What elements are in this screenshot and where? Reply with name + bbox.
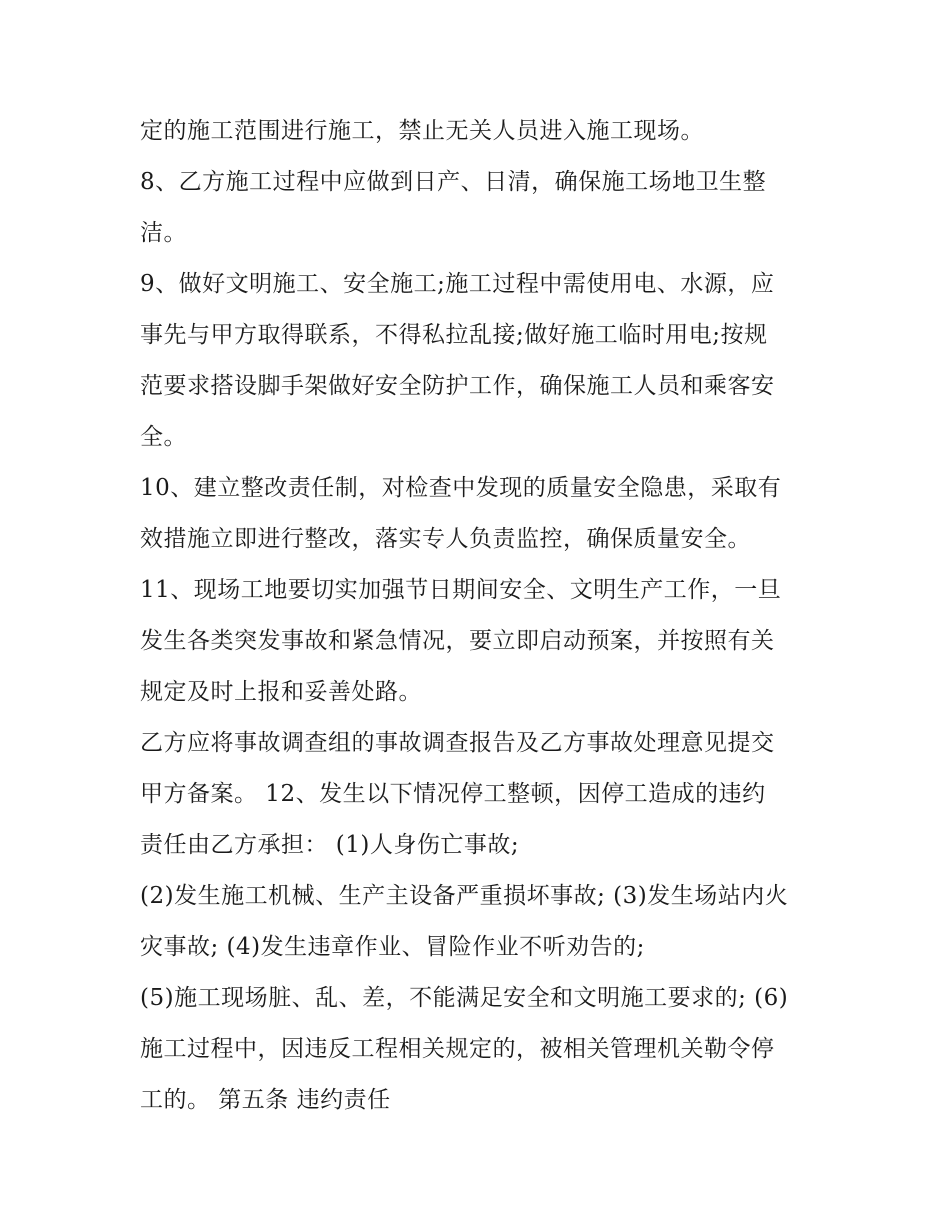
text-line: 责任由乙方承担： (1)人身伤亡事故; (140, 832, 520, 858)
text-line: 范要求搭设脚手架做好安全防护工作，确保施工人员和乘客安 (140, 373, 775, 399)
text-line: 施工过程中，因违反工程相关规定的，被相关管理机关勒令停 (140, 1036, 775, 1062)
text-line: 工的。 第五条 违约责任 (140, 1087, 391, 1113)
text-line: (5)施工现场脏、乱、差，不能满足安全和文明施工要求的; (6) (140, 985, 789, 1011)
text-line: 9、做好文明施工、安全施工;施工过程中需使用电、水源，应 (140, 271, 775, 297)
text-line: 效措施立即进行整改，落实专人负责监控，确保质量安全。 (140, 526, 751, 552)
text-line: 定的施工范围进行施工，禁止无关人员进入施工现场。 (140, 118, 704, 144)
text-line: 8、乙方施工过程中应做到日产、日清，确保施工场地卫生整 (140, 169, 767, 195)
text-line: 灾事故; (4)发生违章作业、冒险作业不听劝告的; (140, 934, 645, 960)
text-line: 11、现场工地要切实加强节日期间安全、文明生产工作，一旦 (140, 577, 782, 603)
text-line: 甲方备案。 12、发生以下情况停工整顿，因停工造成的违约 (140, 781, 766, 807)
text-line: 洁。 (140, 220, 187, 246)
document-body (140, 106, 820, 1126)
text-line: 全。 (140, 424, 187, 450)
text-line: 发生各类突发事故和紧急情况，要立即启动预案，并按照有关 (140, 628, 775, 654)
text-line: 规定及时上报和妥善处路。 (140, 679, 422, 705)
text-line: 10、建立整改责任制，对检查中发现的质量安全隐患，采取有 (140, 475, 782, 501)
text-line: 事先与甲方取得联系，不得私拉乱接;做好施工临时用电;按规 (140, 322, 768, 348)
text-line: (2)发生施工机械、生产主设备严重损坏事故; (3)发生场站内火 (140, 883, 789, 909)
text-line: 乙方应将事故调查组的事故调查报告及乙方事故处理意见提交 (140, 730, 775, 756)
